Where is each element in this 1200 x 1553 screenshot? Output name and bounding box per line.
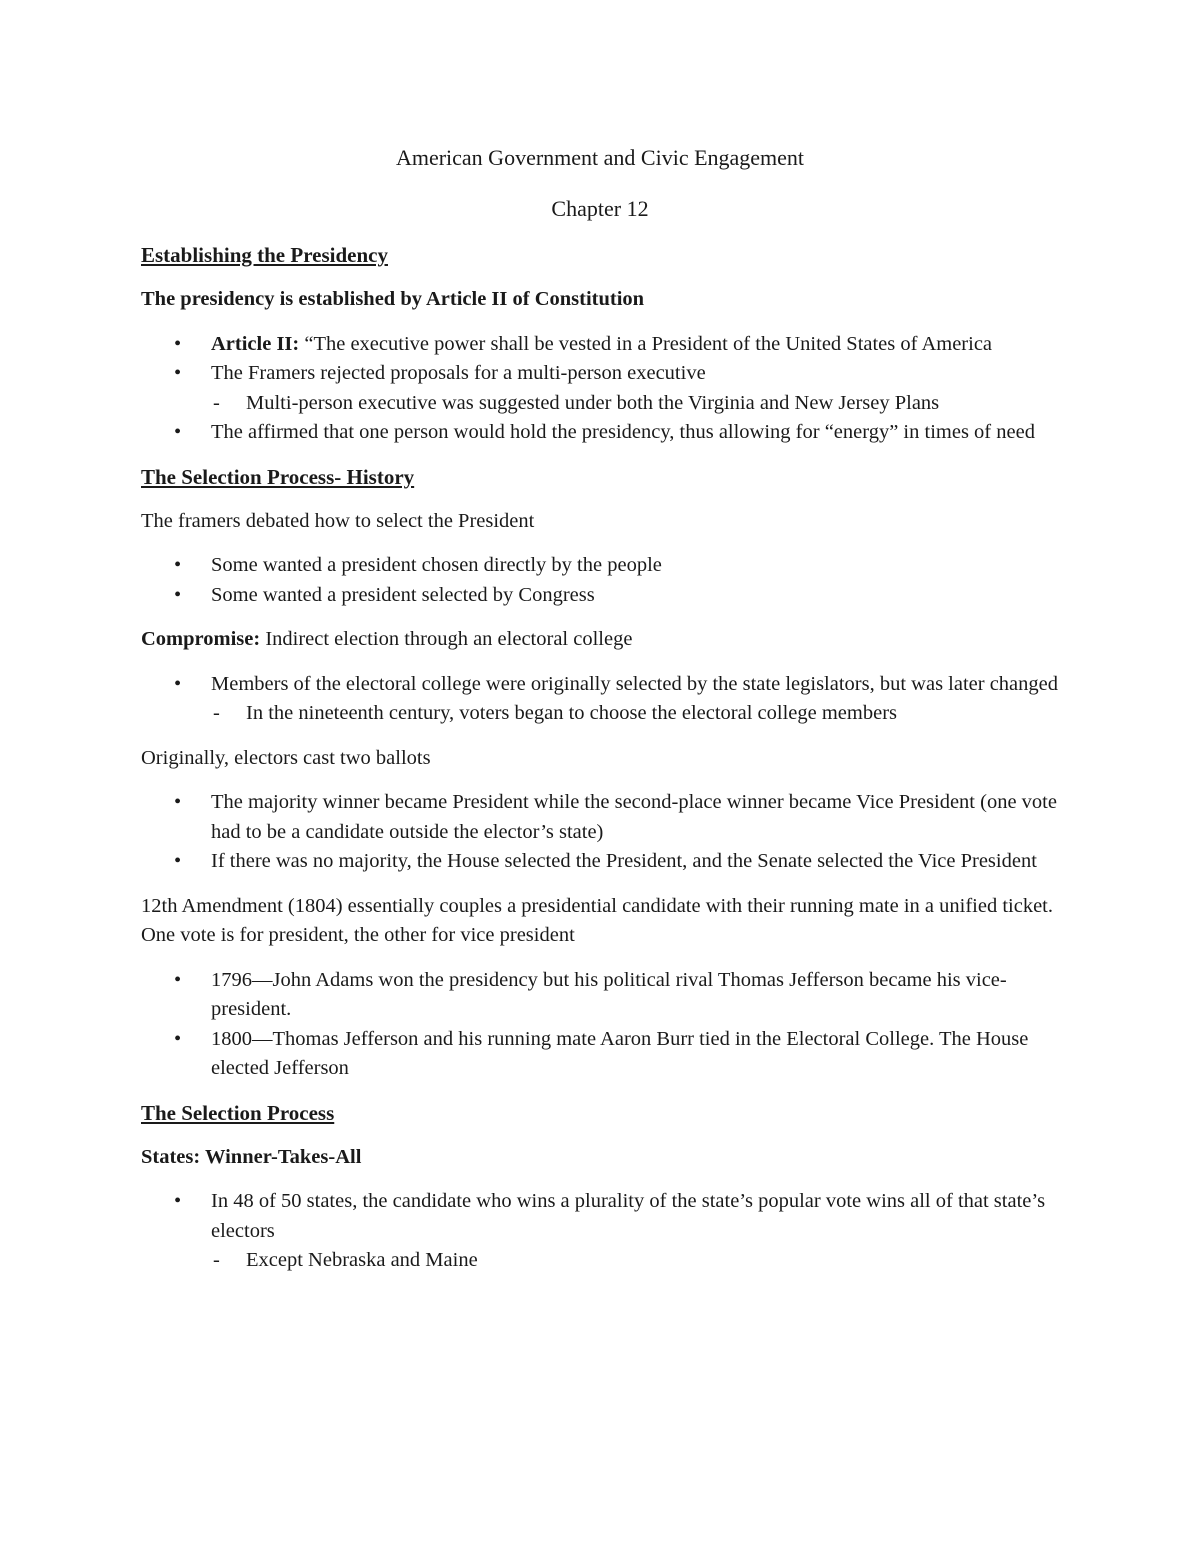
list-item-text: If there was no majority, the House selected the President, and the Senate selected the Vice President <box>211 850 1037 872</box>
bullet-icon: • <box>174 968 182 991</box>
list-item <box>141 966 1060 1025</box>
sub-list-item-text: In the nineteenth century, voters began to choose the electoral college members <box>246 702 897 724</box>
bold-label: Compromise: <box>141 628 261 650</box>
list-item-text: Some wanted a president selected by Congress <box>211 583 595 606</box>
list-item <box>141 330 1060 360</box>
sub-list-item <box>141 389 1060 419</box>
bullet-list <box>141 966 1060 1084</box>
document-body <box>141 241 1060 1291</box>
list-item-text: In 48 of 50 states, the candidate who wins a plurality of the state’s popular vote wins all of that state’s electors <box>211 1190 1046 1242</box>
sub-list-item-text: Multi-person executive was suggested under both the Virginia and New Jersey Plans <box>246 391 940 414</box>
bullet-list <box>141 670 1060 729</box>
section-heading: The Selection Process <box>141 1100 335 1125</box>
bullet-list <box>141 330 1060 448</box>
bullet-icon: • <box>174 1190 182 1212</box>
list-item <box>141 581 1060 611</box>
subheading: The presidency is established by Article II of Constitution <box>141 288 645 310</box>
bullet-icon: • <box>174 362 182 384</box>
sub-list-item <box>141 1246 1060 1276</box>
paragraph: Originally, electors cast two ballots <box>141 746 431 769</box>
list-item <box>141 788 1060 847</box>
list-item <box>141 1025 1060 1084</box>
list-item <box>141 359 1060 389</box>
bullet-list <box>141 788 1060 877</box>
list-item <box>141 1187 1060 1246</box>
sub-list-item-text: Except Nebraska and Maine <box>246 1249 478 1271</box>
bullet-icon: • <box>174 583 182 606</box>
bullet-icon: • <box>174 1027 182 1050</box>
paragraph-text: Indirect election through an electoral college <box>260 628 633 650</box>
bullet-list <box>141 1187 1060 1276</box>
bullet-icon: • <box>174 850 182 872</box>
list-item-text: Members of the electoral college were originally selected by the state legislators, but was later changed <box>211 672 1059 695</box>
list-item-text: The affirmed that one person would hold the presidency, thus allowing for “energy” in times of need <box>211 421 1035 443</box>
section-heading: The Selection Process- History <box>141 464 415 489</box>
list-item-text: Some wanted a president chosen directly by the people <box>211 554 662 576</box>
dash-icon: - <box>213 391 220 414</box>
list-item <box>141 551 1060 581</box>
section-heading: Establishing the Presidency <box>141 243 388 267</box>
list-item-text: 1796—John Adams won the presidency but his political rival Thomas Jefferson became his vice-president. <box>211 968 1007 1020</box>
bullet-icon: • <box>174 791 182 813</box>
dash-icon: - <box>213 702 220 724</box>
list-item <box>141 847 1060 877</box>
list-item <box>141 418 1060 448</box>
bold-label: Article II: <box>211 332 300 355</box>
bullet-icon: • <box>174 421 182 443</box>
paragraph <box>141 625 1060 655</box>
list-item <box>141 670 1060 700</box>
paragraph: The framers debated how to select the President <box>141 509 535 532</box>
document-title: American Government and Civic Engagement <box>395 145 805 170</box>
list-item-text: The majority winner became President while the second-place winner became Vice President (one vote had to be a candidate outside the elector’s state) <box>211 791 1057 843</box>
list-item-text: 1800—Thomas Jefferson and his running mate Aaron Burr tied in the Electoral College. The House elected Jefferson <box>211 1027 1029 1079</box>
bullet-icon: • <box>174 672 182 695</box>
sub-list-item <box>141 699 1060 729</box>
list-item-text: “The executive power shall be vested in a President of the United States of America <box>299 332 993 355</box>
chapter-title: Chapter 12 <box>551 196 649 221</box>
dash-icon: - <box>213 1249 220 1271</box>
subheading: States: Winner-Takes-All <box>141 1145 362 1168</box>
bullet-icon: • <box>174 332 182 355</box>
list-item-text: The Framers rejected proposals for a multi-person executive <box>211 362 706 384</box>
bullet-icon: • <box>174 554 182 576</box>
bullet-list <box>141 551 1060 610</box>
paragraph: 12th Amendment (1804) essentially couples a presidential candidate with their running mate in a unified ticket. One vote is for president, the other for vice president <box>141 894 1053 946</box>
